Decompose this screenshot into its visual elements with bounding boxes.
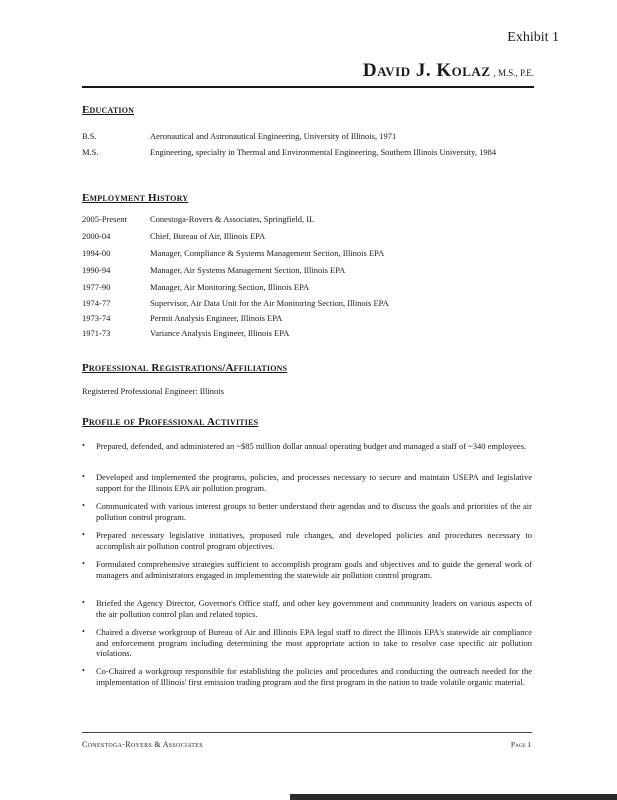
profile-heading: Profile of Professional Activities <box>82 416 259 428</box>
employment-position: Conestoga-Rovers & Associates, Springfield, IL <box>150 214 315 224</box>
name-line <box>82 60 534 82</box>
bullet-text: Communicated with various interest groups to better understand their agendas and to discuss the goals and priorities of the air pollution control program. <box>96 501 532 522</box>
employment-position: Manager, Air Systems Management Section, Illinois EPA <box>150 265 346 275</box>
list-item <box>82 441 532 452</box>
bullet-icon: • <box>82 472 85 481</box>
bullet-icon: • <box>82 501 85 510</box>
degree: B.S. <box>82 131 97 141</box>
bullet-icon: • <box>82 627 85 636</box>
bullet-text: Formulated comprehensive strategies sufficient to accomplish program goals and objectives and to guide the general work of managers and administrators engaged in implementing the statewide air pollution control program. <box>96 559 532 580</box>
education-row <box>82 131 532 142</box>
scan-edge-shadow <box>290 794 617 800</box>
footer-divider <box>82 732 532 733</box>
bullet-icon: • <box>82 598 85 607</box>
education-row <box>82 147 532 158</box>
employment-row <box>82 298 532 308</box>
registrations-heading: Professional Registrations/Affiliations <box>82 362 288 374</box>
education-heading: Education <box>82 104 135 116</box>
bullet-text: Briefed the Agency Director, Governor's Office staff, and other key government and community leaders on various aspects of the air pollution control plan and related topics. <box>96 598 532 619</box>
employment-row <box>82 248 532 258</box>
employment-dates: 1994-00 <box>82 248 111 258</box>
exhibit-label: Exhibit 1 <box>507 30 559 45</box>
employment-position: Permit Analysis Engineer, Illinois EPA <box>150 313 283 323</box>
employment-row <box>82 313 532 323</box>
person-name: David J. Kolaz <box>362 60 491 81</box>
bullet-icon: • <box>82 441 85 450</box>
employment-row <box>82 231 532 241</box>
employment-position: Chief, Bureau of Air, Illinois EPA <box>150 231 266 241</box>
degree: M.S. <box>82 147 99 157</box>
bullet-text: Developed and implemented the programs, policies, and processes necessary to secure and maintain USEPA and legislative support for the Illinois EPA air pollution program. <box>96 472 532 493</box>
list-item <box>82 559 532 580</box>
list-item <box>82 530 532 551</box>
degree-description: Aeronautical and Astronautical Engineering, University of Illinois, 1971 <box>150 131 397 141</box>
list-item <box>82 598 532 619</box>
list-item <box>82 666 532 687</box>
bullet-text: Co-Chaired a workgroup responsible for establishing the policies and procedures and conducting the outreach needed for the implementation of Illinois' first emission trading program and the first program in the nation to trade volatile organic material. <box>96 666 532 687</box>
list-item <box>82 472 532 493</box>
credentials: , M.S., P.E. <box>493 68 534 78</box>
employment-dates: 2000-04 <box>82 231 111 241</box>
employment-row <box>82 265 532 275</box>
footer-company: Conestoga-Rovers & Associates <box>82 740 203 749</box>
employment-position: Manager, Compliance & Systems Management Section, Illinois EPA <box>150 248 385 258</box>
degree-description: Engineering, specialty in Thermal and Environmental Engineering, Southern Illinois University, 1984 <box>150 147 497 157</box>
bullet-icon: • <box>82 666 85 675</box>
registration-text: Registered Professional Engineer: Illinois <box>82 386 224 396</box>
bullet-icon: • <box>82 559 85 568</box>
employment-row <box>82 282 532 292</box>
name-divider <box>82 86 534 88</box>
page-number: Page 1 <box>510 740 531 749</box>
bullet-icon: • <box>82 530 85 539</box>
employment-dates: 1971-73 <box>82 328 111 338</box>
employment-position: Manager, Air Monitoring Section, Illinois EPA <box>150 282 310 292</box>
bullet-text: Chaired a diverse workgroup of Bureau of Air and Illinois EPA legal staff to direct the Illinois EPA's statewide air compliance and enforcement program including determining the most appropriate action to take to resolve case specific air pollution violations. <box>96 627 532 658</box>
employment-position: Variance Analysis Engineer, Illinois EPA <box>150 328 290 338</box>
employment-row <box>82 328 532 338</box>
employment-position: Supervisor, Air Data Unit for the Air Monitoring Section, Illinois EPA <box>150 298 389 308</box>
employment-dates: 1977-90 <box>82 282 111 292</box>
employment-heading: Employment History <box>82 192 189 204</box>
employment-dates: 2005-Present <box>82 214 127 224</box>
list-item <box>82 501 532 522</box>
employment-dates: 1990-94 <box>82 265 111 275</box>
list-item <box>82 627 532 659</box>
employment-dates: 1974-77 <box>82 298 111 308</box>
employment-row <box>82 214 532 224</box>
employment-dates: 1973-74 <box>82 313 111 323</box>
bullet-text: Prepared, defended, and administered an ~$85 million dollar annual operating budget and managed a staff of ~340 employees. <box>96 441 527 451</box>
bullet-text: Prepared necessary legislative initiatives, proposed rule changes, and developed policies and procedures necessary to accomplish air pollution control program objectives. <box>96 530 532 551</box>
